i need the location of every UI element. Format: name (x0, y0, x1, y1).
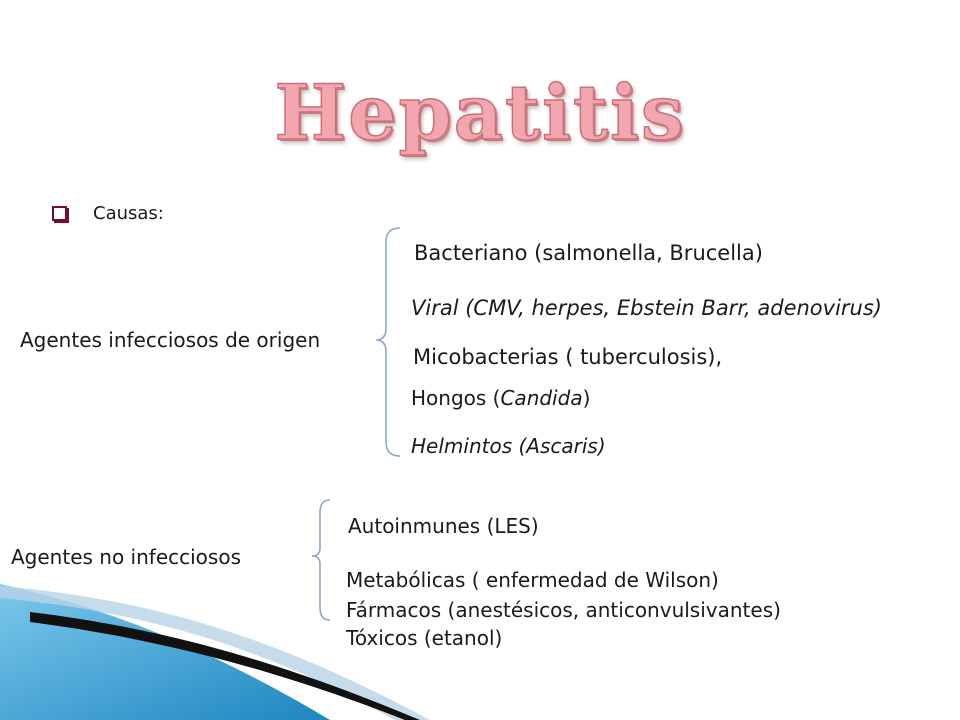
list-item-autoinmunes: Autoinmunes (LES) (348, 514, 539, 538)
slide-title: Hepatitis (274, 68, 686, 157)
hongos-candida: Candida (500, 386, 583, 410)
list-item-helmintos: Helmintos (Ascaris) (411, 434, 606, 458)
list-item-micobacterias: Micobacterias ( tuberculosis), (413, 345, 723, 369)
no-infecciosos-label: Agentes no infecciosos (11, 545, 241, 569)
list-item-toxicos: Tóxicos (etanol) (346, 626, 503, 650)
list-item-hongos (411, 386, 590, 410)
hongos-suffix: ) (582, 386, 591, 410)
causas-label: Causas: (93, 203, 164, 224)
list-item-bacteriano: Bacteriano (salmonella, Brucella) (414, 241, 763, 265)
list-item-metabolicas: Metabólicas ( enfermedad de Wilson) (346, 568, 719, 592)
list-item-viral: Viral (CMV, herpes, Ebstein Barr, adenovirus) (411, 296, 882, 320)
hongos-prefix: Hongos ( (411, 386, 501, 410)
hollow-square-bullet-icon (52, 206, 67, 221)
list-item-farmacos: Fármacos (anestésicos, anticonvulsivantes) (346, 598, 781, 622)
infecciosos-label: Agentes infecciosos de origen (20, 328, 321, 352)
